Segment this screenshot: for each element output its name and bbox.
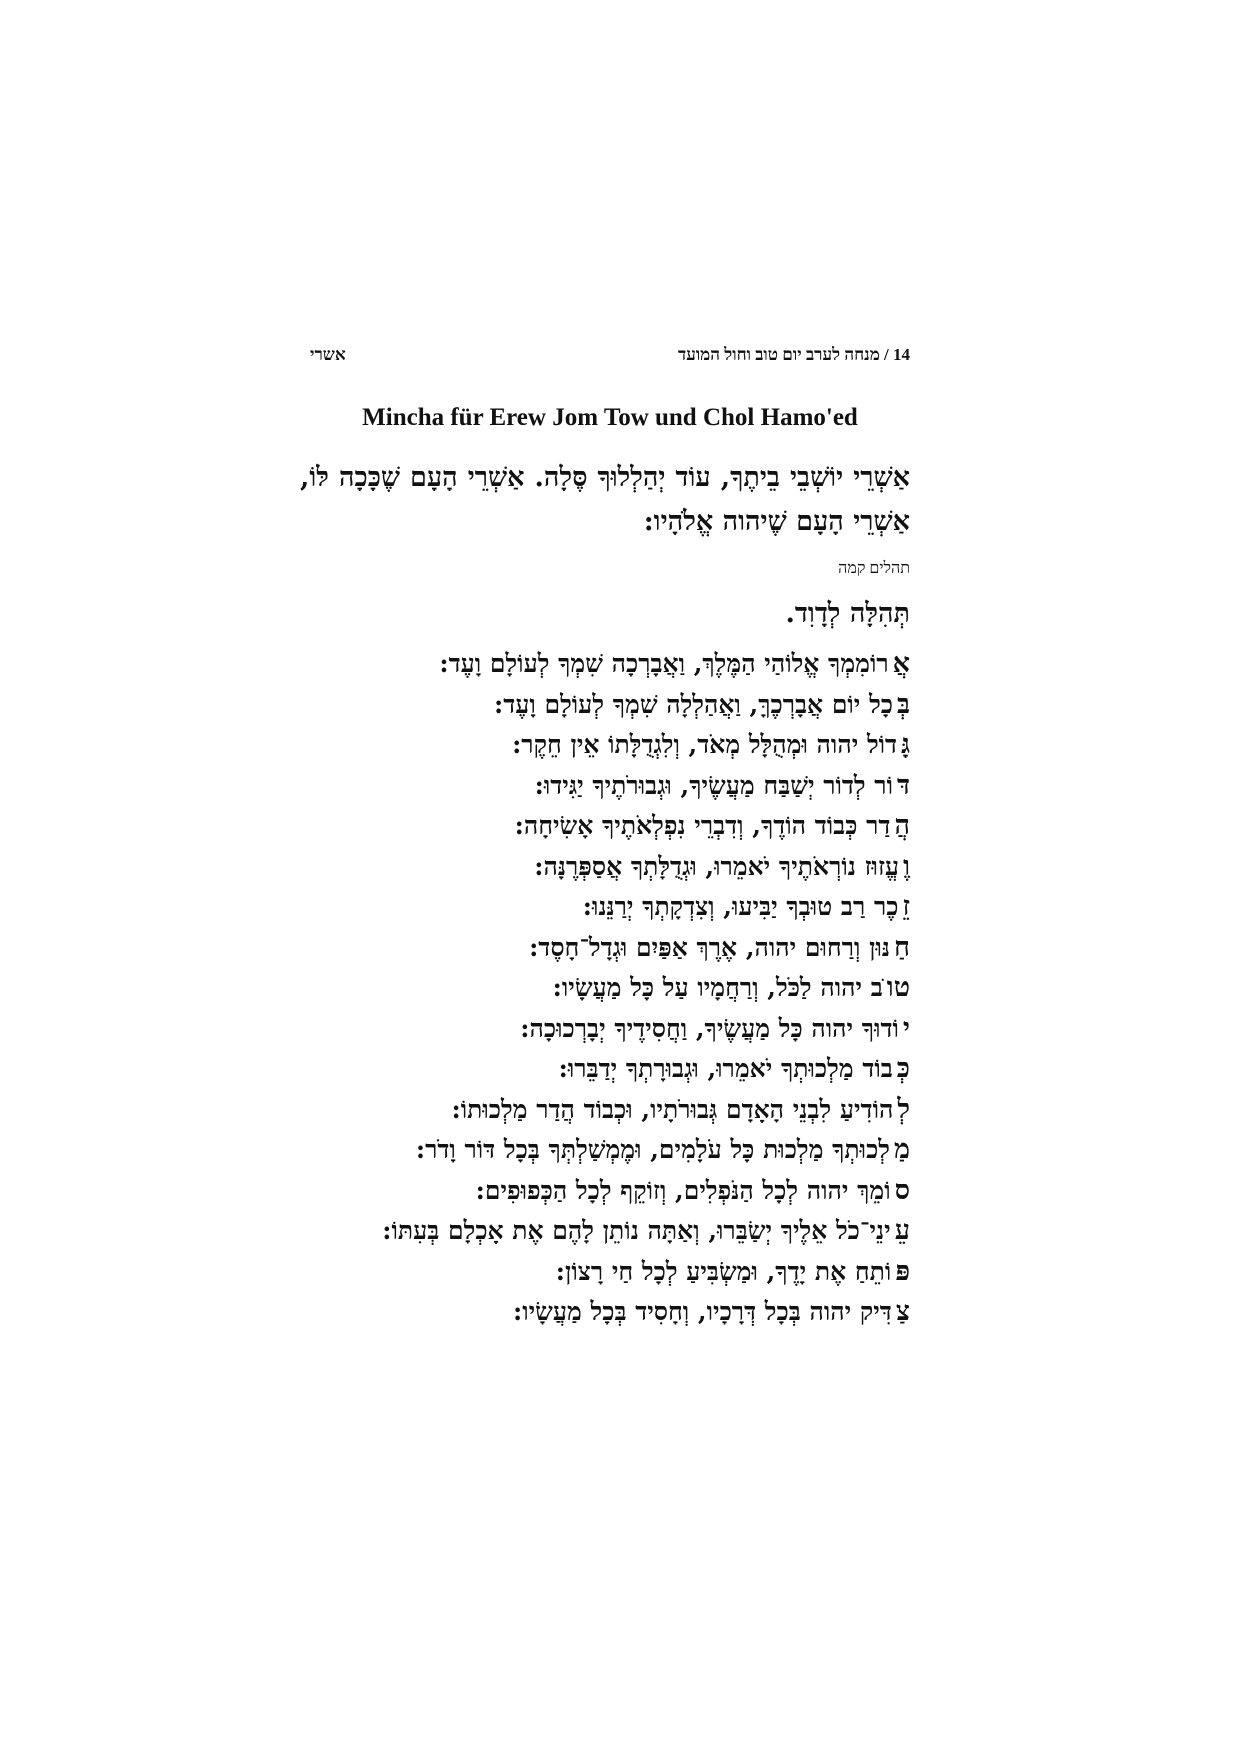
verse-initial-letter: עֵ [894,1215,910,1246]
verse-line [300,725,910,766]
intro-paragraph: אַשְׁרֵי יוֹשְׁבֵי בֵיתֶךָ, עוֹד יְהַלְלוּךָ סֶּלָה. אַשְׁרֵי הָעָם שֶׁכָּכָה לּוֹ, אַשְׁרֵי הָעָם שֶׁיהוה אֱלֹהָיו: [300,462,910,537]
verse-initial-letter: ס [894,1174,910,1206]
verse-text: וֹר לְדוֹר יְשַׁבַּח מַעֲשֶׂיךָ, וּגְבוּרֹתֶיךָ יַגִּידוּ: [534,770,893,800]
running-head-prayer-name: אשרי [310,345,346,364]
verse-text: ֹב יהוה לַכֹּל, וְרַחֲמָיו עַל כָּל מַעֲשָׂיו: [552,973,883,1002]
verse-list [300,644,910,1333]
verse-text: בוֹד מַלְכוּתְךָ יֹאמֵרוּ, וּגְבוּרָתְךָ יְדַבֵּרוּ: [558,1054,893,1083]
verse-text: נּוּן וְרַחוּם יהוה, אֶרֶךְ אַפַּיִם וּגְדָל־חָסֶד: [529,932,891,962]
verse-line [300,1090,910,1131]
verse-line [300,1211,910,1252]
verse-initial-letter: וֶ [903,850,910,882]
verse-initial-letter: דּ [897,769,910,801]
psalm-reference: תהלים קמה [838,560,910,577]
verse-text: וֹמֵךְ יהוה לְכָל הַנֹּפְלִים, וְזוֹקֵף לְכָל הַכְּפוּפִים: [475,1175,891,1205]
verse-initial-letter: מַ [893,1134,910,1165]
verse-text: עֱזוּז נוֹרְאֹתֶיךָ יֹאמֵרוּ, וּגְדֻלָּתְךָ אֲסַפְּרֶנָּה: [534,851,900,881]
verse-initial-letter: בְּ [896,688,910,720]
verse-line [300,1130,910,1171]
verse-initial-letter: חַ [894,931,910,963]
verse-line [300,847,910,888]
verse-text: דַר כְּבוֹד הוֹדֶךָ, וְדִבְרֵי נִפְלְאֹתֶיךָ אָשִׂיחָה: [514,811,891,840]
verse-line [300,1009,910,1050]
verse-initial-letter: הֲ [894,810,910,841]
verse-line [300,1171,910,1212]
verse-text: ינֵי־כֹל אֵלֶיךָ יְשַׂבֵּרוּ, וְאַתָּה נוֹתֵן לָהֶם אֶת אָכְלָם בְּעִתּוֹ: [382,1216,891,1245]
verse-text: לְכוּתְךָ מַלְכוּת כָּל עֹלָמִים, וּמֶמְשַׁלְתְּךָ בְּכָל דּוֹר וָדֹר: [415,1135,890,1164]
verse-text: וֹדוּךָ יהוה כָּל מַעֲשֶׂיךָ, וַחֲסִידֶיךָ יְבָרְכוּכָה: [520,1013,899,1043]
verse-initial-letter: י [902,1012,910,1044]
verse-line [300,1252,910,1293]
verse-text: כֶר רַב טוּבְךָ יַבִּיעוּ, וְצִדְקָתְךָ יְרַנֵּנוּ: [582,892,899,921]
verse-line [300,968,910,1009]
verse-text: וֹתֵחַ אֶת יָדֶךָ, וּמַשְׂבִּיעַ לְכָל חַי רָצוֹן: [555,1256,892,1286]
verse-line [300,766,910,807]
verse-line [300,644,910,685]
verse-text: הוֹדִיעַ לִבְנֵי הָאָדָם גְּבוּרֹתָיו, וּכְבוֹד הֲדַר מַלְכוּתוֹ: [451,1094,894,1124]
verse-initial-letter: אֲ [892,648,910,679]
verse-initial-letter: טו [886,972,910,1003]
page-number-and-section-title: 14 / מנחה לערב יום טוב וחול המועד [678,345,910,364]
verse-line [300,806,910,847]
running-head [310,340,910,370]
verse-line [300,887,910,928]
verse-line [300,1049,910,1090]
verse-initial-letter: לְ [897,1093,910,1125]
verse-text: רוֹמִמְךָ אֱלוֹהַי הַמֶּלֶךְ, וַאֲבָרְכָה שִׁמְךָ לְעוֹלָם וָעֶד: [439,649,889,678]
verse-initial-letter: כְּ [896,1053,910,1084]
verse-initial-letter: זֵ [902,891,910,922]
verse-initial-letter: פּ [895,1255,910,1287]
psalm-heading: תְּהִלָּה לְדָוִד. [785,598,910,629]
verse-text: דוֹל יהוה וּמְהֻלָּל מְאֹד, וְלִגְדֻלָּתוֹ אֵין חֵקֶר: [512,730,898,759]
verse-text: כָל יוֹם אֲבָרְכֶךָּ, וַאֲהַלְלָה שִׁמְךָ לְעוֹלָם וָעֶד: [493,689,893,719]
verse-line [300,685,910,726]
verse-initial-letter: צַ [895,1296,910,1327]
page-title: Mincha für Erew Jom Tow und Chol Hamo'ed [362,404,858,431]
verse-text: דִּיק יהוה בְּכָל דְּרָכָיו, וְחָסִיד בְּכָל מַעֲשָׂיו: [513,1297,892,1326]
verse-line [300,928,910,969]
verse-line [300,1292,910,1333]
verse-initial-letter: גָּ [901,729,910,760]
